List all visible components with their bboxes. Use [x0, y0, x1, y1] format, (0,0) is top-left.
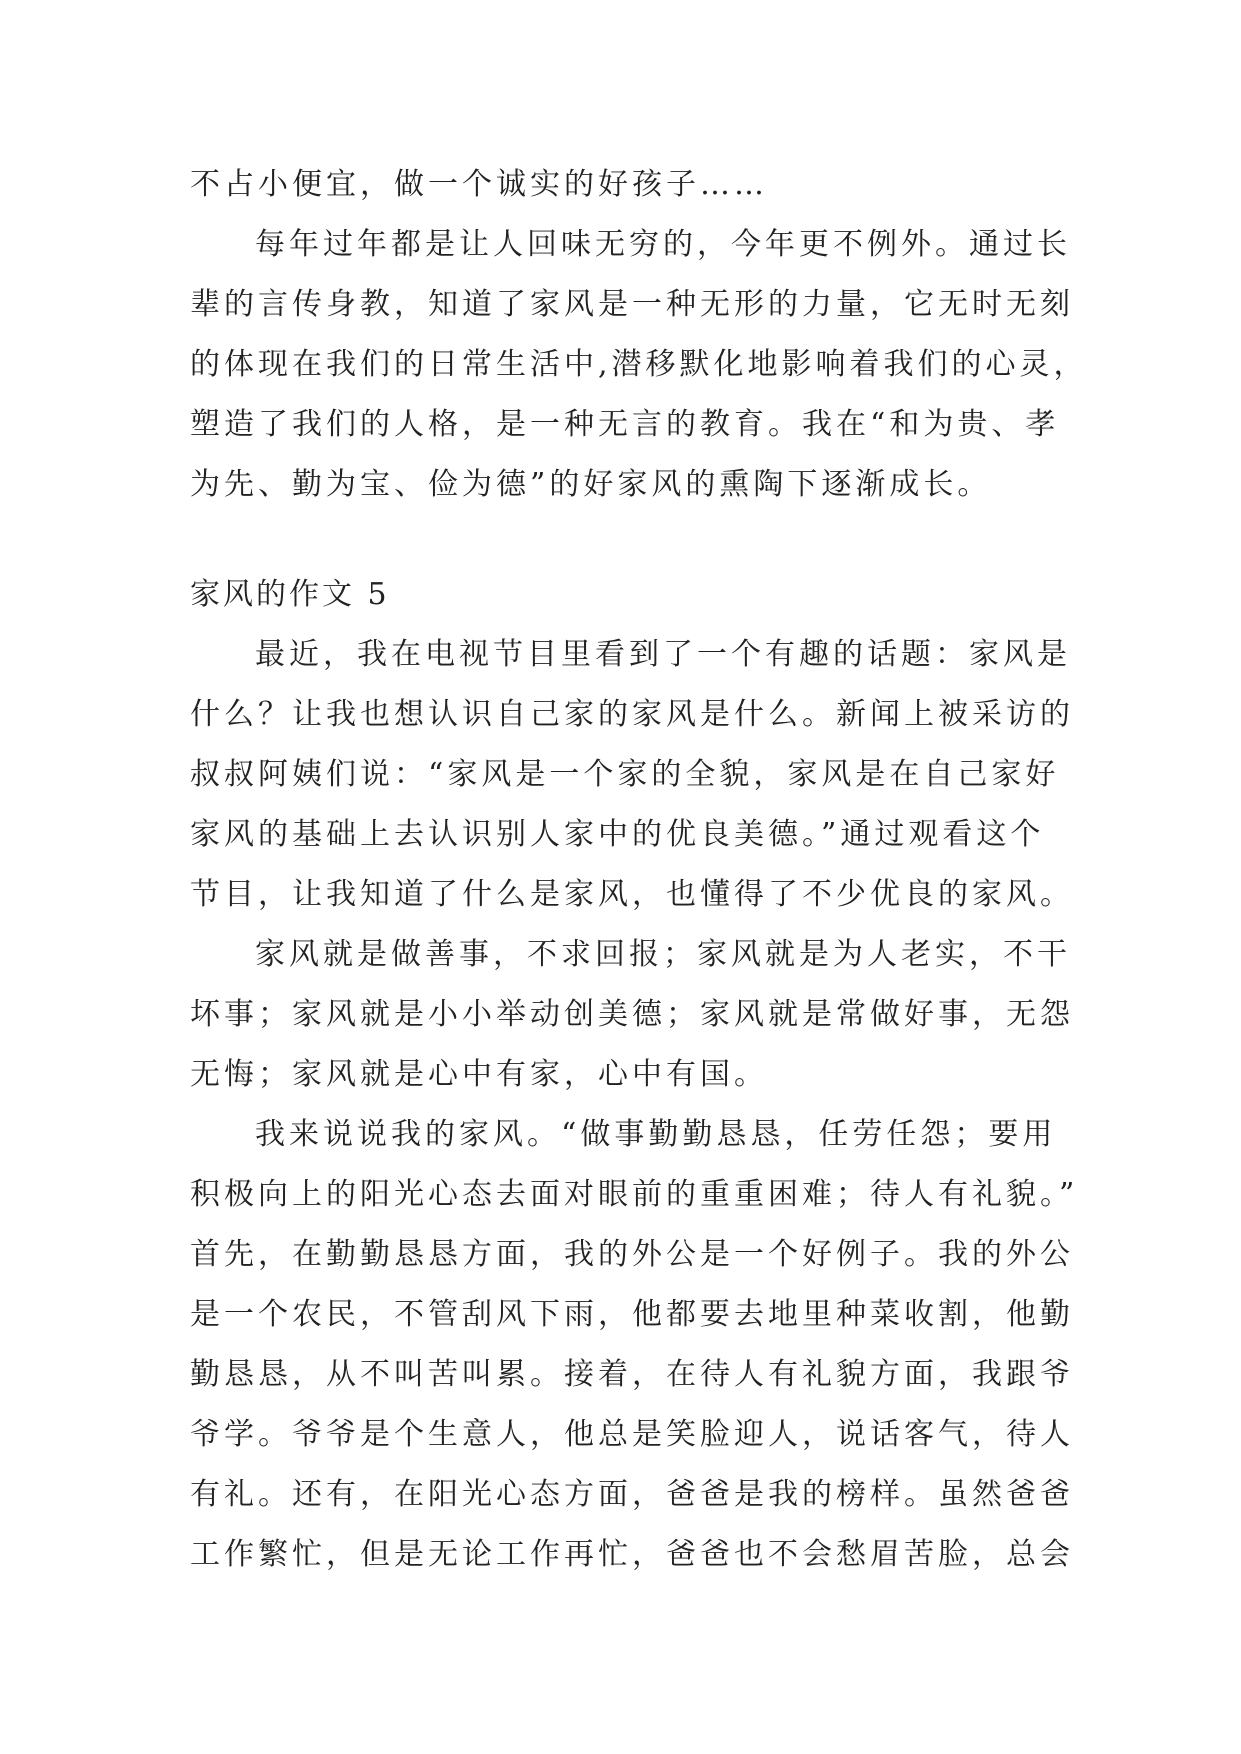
- section-title: 家风的作文 5: [190, 577, 390, 612]
- text-line: 工作繁忙，但是无论工作再忙，爸爸也不会愁眉苦脸，总会: [190, 1537, 1074, 1572]
- text-line: 最近，我在电视节目里看到了一个有趣的话题：家风是: [255, 637, 1071, 672]
- text-line: 辈的言传身教，知道了家风是一种无形的力量，它无时无刻: [190, 287, 1074, 322]
- text-line: 为先、勤为宝、俭为德”的好家风的熏陶下逐渐成长。: [190, 467, 992, 502]
- text-line: 家风就是做善事，不求回报；家风就是为人老实，不干: [255, 937, 1071, 972]
- text-line: 什么？让我也想认识自己家的家风是什么。新闻上被采访的: [190, 697, 1074, 732]
- text-line: 积极向上的阳光心态去面对眼前的重重困难；待人有礼貌。”: [190, 1177, 1079, 1212]
- text-line: 勤恳恳，从不叫苦叫累。接着，在待人有礼貌方面，我跟爷: [190, 1357, 1074, 1392]
- text-line: 不占小便宜，做一个诚实的好孩子……: [190, 167, 768, 202]
- text-line: 叔叔阿姨们说：“家风是一个家的全貌，家风是在自己家好: [190, 757, 1060, 792]
- text-line: 爷学。爷爷是个生意人，他总是笑脸迎人，说话客气，待人: [190, 1417, 1074, 1452]
- text-line: 有礼。还有，在阳光心态方面，爸爸是我的榜样。虽然爸爸: [190, 1477, 1074, 1512]
- text-line: 无悔；家风就是心中有家，心中有国。: [190, 1057, 768, 1092]
- text-line: 坏事；家风就是小小举动创美德；家风就是常做好事，无怨: [190, 997, 1074, 1032]
- text-line: 我来说说我的家风。“做事勤勤恳恳，任劳任怨；要用: [255, 1117, 1057, 1152]
- text-line: 塑造了我们的人格，是一种无言的教育。我在“和为贵、孝: [190, 407, 1060, 442]
- text-line: 每年过年都是让人回味无穷的，今年更不例外。通过长: [255, 227, 1071, 262]
- text-line: 节目，让我知道了什么是家风，也懂得了不少优良的家风。: [190, 877, 1074, 912]
- text-line: 首先，在勤勤恳恳方面，我的外公是一个好例子。我的外公: [190, 1237, 1074, 1272]
- text-line: 家风的基础上去认识别人家中的优良美德。”通过观看这个: [190, 817, 1045, 852]
- text-line: 是一个农民，不管刮风下雨，他都要去地里种菜收割，他勤: [190, 1297, 1074, 1332]
- text-line: 的体现在我们的日常生活中,潜移默化地影响着我们的心灵，: [190, 347, 1088, 382]
